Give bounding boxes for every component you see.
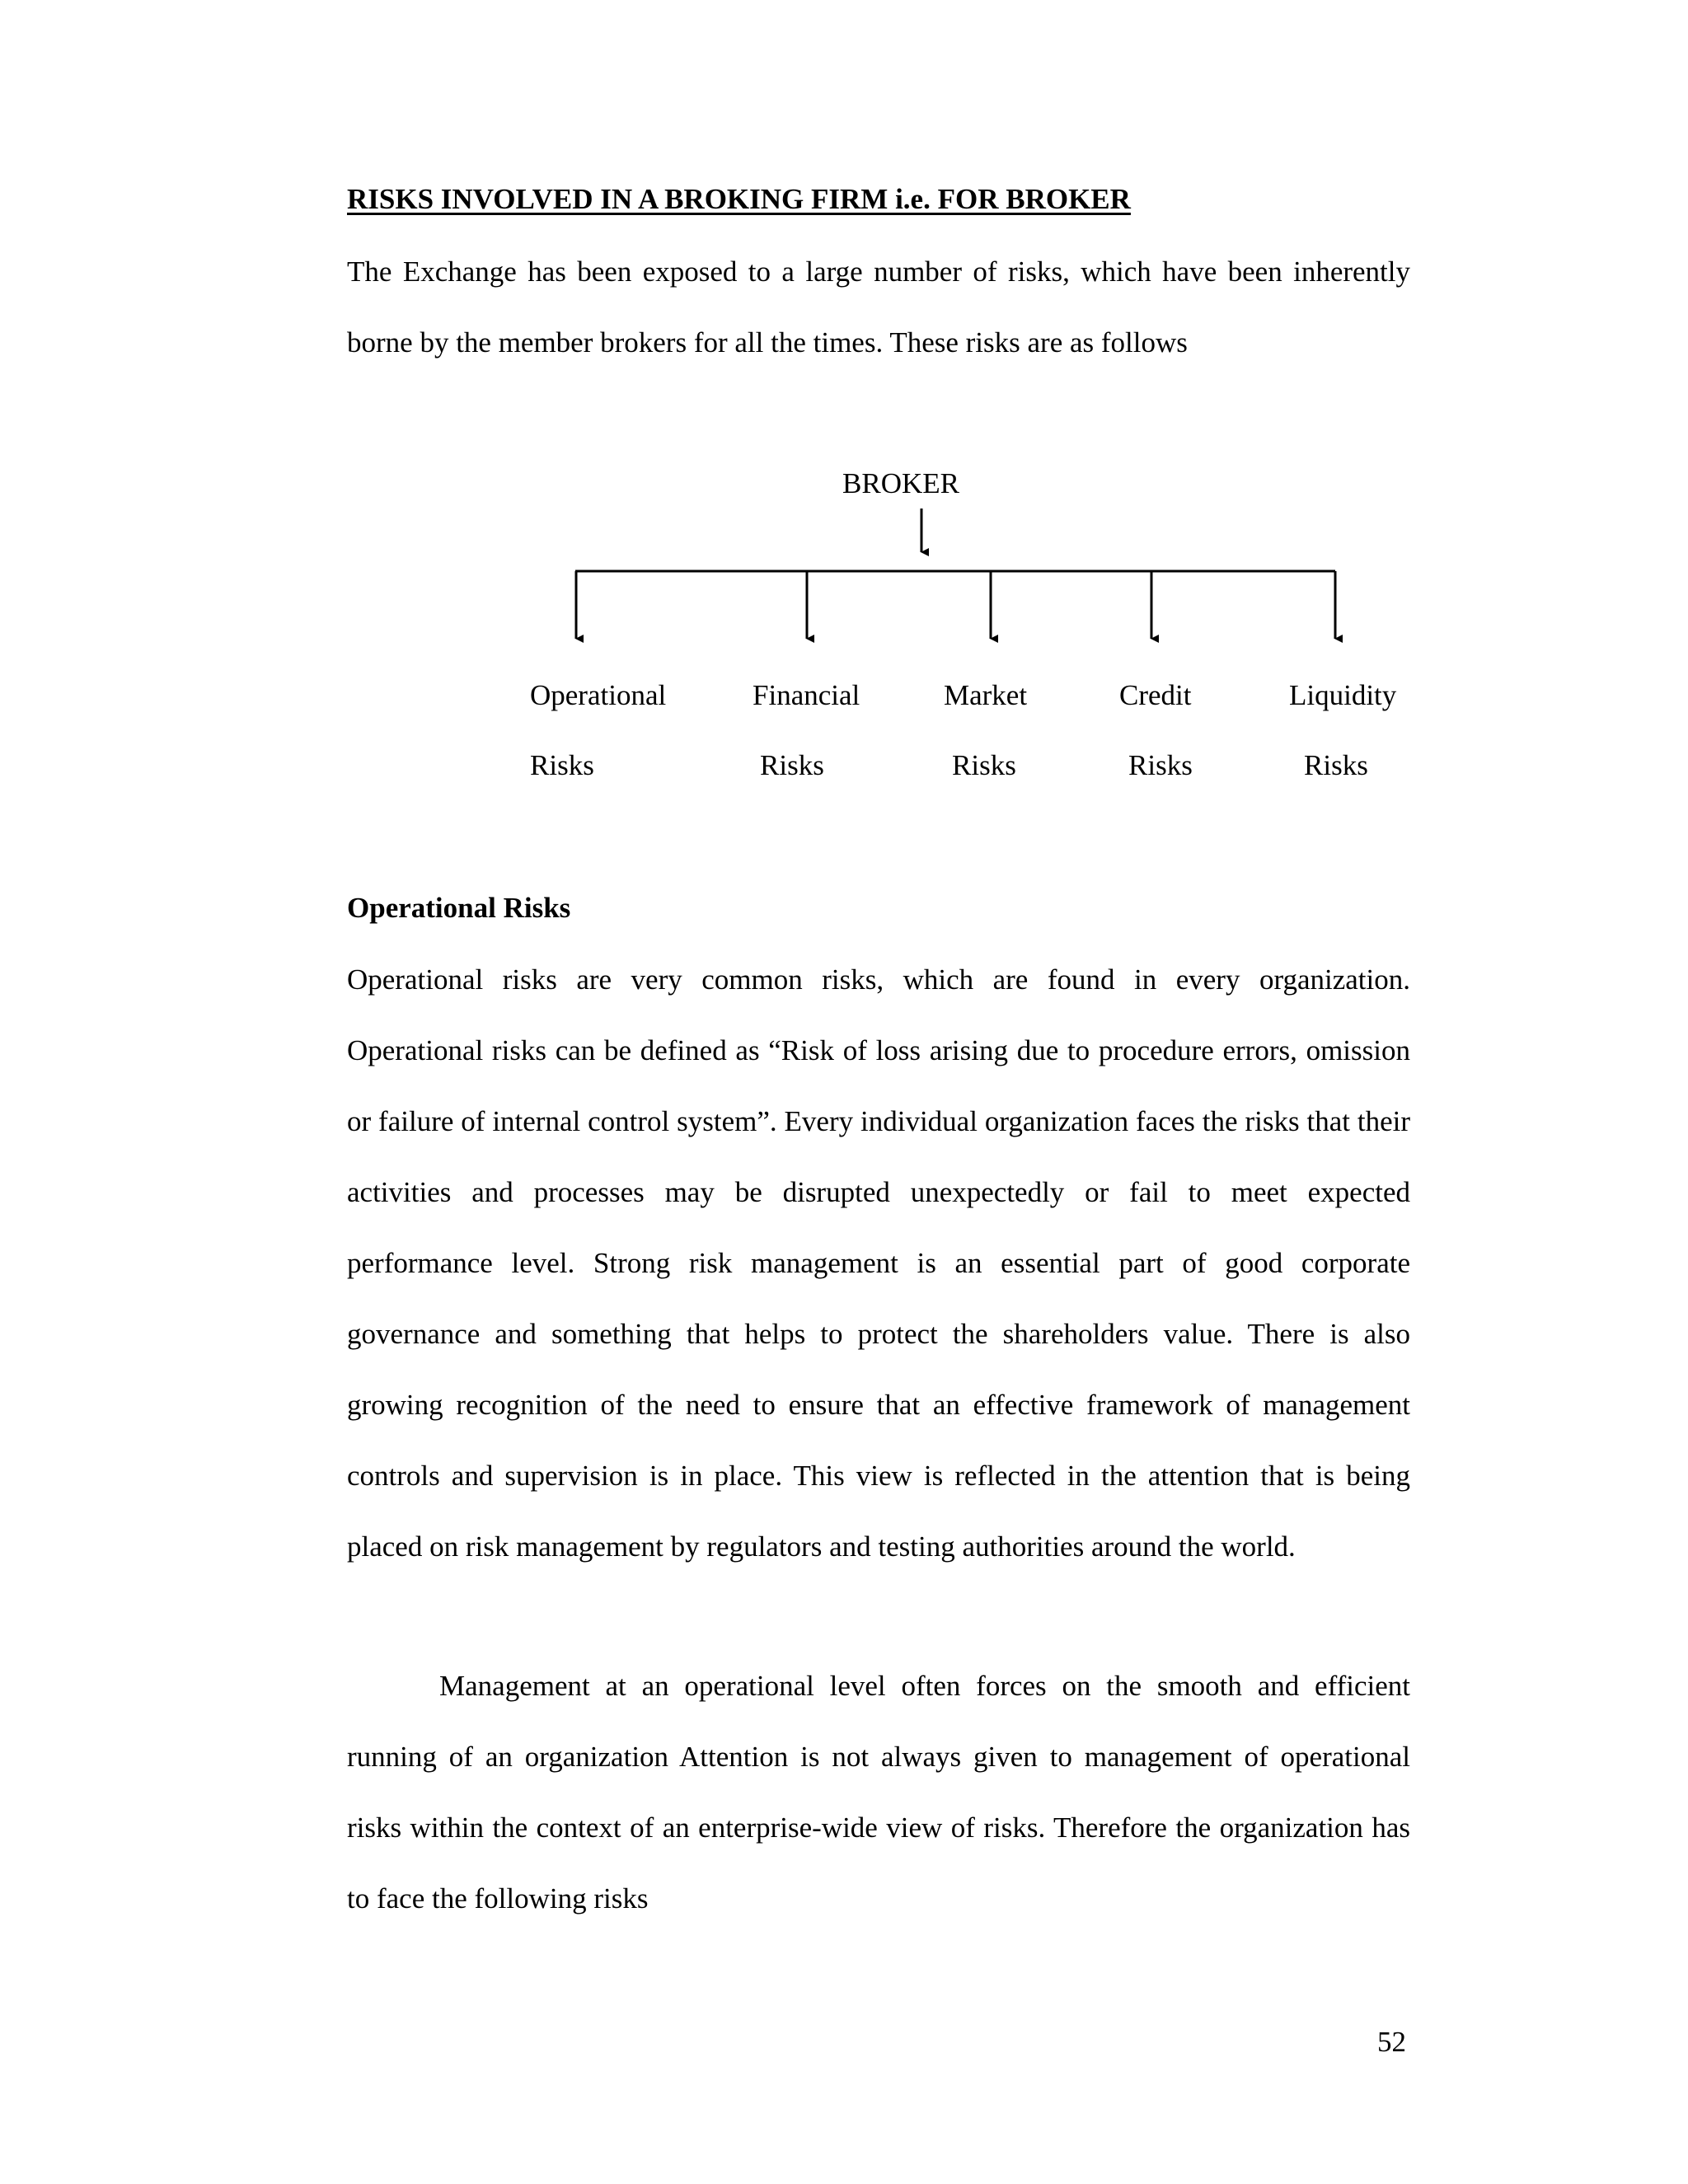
child-sublabel-market: Risks [952, 749, 1016, 781]
child-sublabel-credit: Risks [1128, 749, 1193, 781]
child-label-operational: Operational [530, 679, 667, 711]
section-title: Operational Risks [347, 892, 571, 924]
child-sublabel-liquidity: Risks [1304, 749, 1368, 781]
section-paragraph-2: Management at an operational level often forces on the smooth and efficient running of an organization Attention is not always given to management of operational risks within the context of an enterprise-wide view of risks. Therefore the organization has to face the following risks [347, 1670, 1410, 1915]
page-heading: RISKS INVOLVED IN A BROKING FIRM i.e. FOR BROKER [347, 183, 1131, 215]
diagram-root-label: BROKER [842, 467, 959, 499]
child-label-credit: Credit [1119, 679, 1192, 711]
child-label-market: Market [944, 679, 1028, 711]
child-label-financial: Financial [753, 679, 860, 711]
intro-paragraph: The Exchange has been exposed to a large number of risks, which have been inherently borne by the member brokers for all the times. These risks are as follows [347, 255, 1410, 359]
child-sublabel-operational: Risks [530, 749, 594, 781]
child-sublabel-financial: Risks [760, 749, 824, 781]
page-number: 52 [1377, 2026, 1406, 2058]
section-paragraph-1: Operational risks are very common risks, which are found in every organization. Operational risks can be defined as “Risk of loss arising due to procedure errors, omission or failure of internal control system”. Every individual organization faces the risks that their activities and processes may be disrupted unexpectedly or fail to meet expected performance level. Strong risk management is an essential part of good corporate governance and something that helps to protect the shareholders value. There is also growing recognition of the need to ensure that an effective framework of management controls and supervision is in place. This view is reflected in the attention that is being placed on risk management by regulators and testing authorities around the world. [347, 963, 1410, 1563]
child-label-liquidity: Liquidity [1289, 679, 1397, 711]
